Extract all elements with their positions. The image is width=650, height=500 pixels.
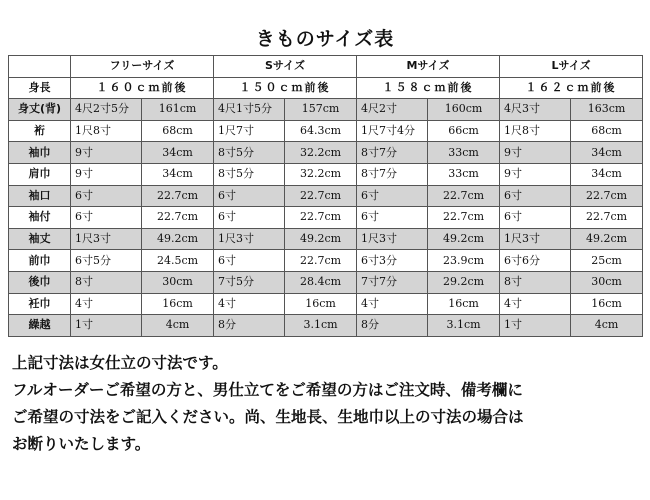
height-l: １６２ｃｍ前後 xyxy=(500,77,643,99)
cm-value-cell: 22.7cm xyxy=(285,250,357,272)
cm-value-cell: 163cm xyxy=(571,99,643,121)
corner-cell xyxy=(9,56,71,78)
row-label: 袖丈 xyxy=(9,228,71,250)
shaku-value-cell: 1寸 xyxy=(71,315,142,337)
shaku-value-cell: 4寸 xyxy=(357,293,428,315)
cm-value-cell: 22.7cm xyxy=(571,207,643,229)
row-label: 後巾 xyxy=(9,271,71,293)
row-label: 袖巾 xyxy=(9,142,71,164)
cm-value-cell: 32.2cm xyxy=(285,142,357,164)
row-label: 肩巾 xyxy=(9,163,71,185)
row-label: 繰越 xyxy=(9,315,71,337)
size-table xyxy=(8,55,643,337)
page-title: きものサイズ表 xyxy=(255,28,395,50)
shaku-value-cell: 6寸3分 xyxy=(357,250,428,272)
cm-value-cell: 23.9cm xyxy=(428,250,500,272)
cm-value-cell: 33cm xyxy=(428,163,500,185)
shaku-value-cell: 9寸 xyxy=(71,163,142,185)
cm-value-cell: 34cm xyxy=(142,163,214,185)
shaku-value-cell: 1尺3寸 xyxy=(500,228,571,250)
cm-value-cell: 49.2cm xyxy=(142,228,214,250)
shaku-value-cell: 1尺3寸 xyxy=(71,228,142,250)
shaku-value-cell: 4寸 xyxy=(500,293,571,315)
header-row xyxy=(9,56,643,78)
cm-value-cell: 30cm xyxy=(571,271,643,293)
cm-value-cell: 157cm xyxy=(285,99,357,121)
cm-value-cell: 49.2cm xyxy=(285,228,357,250)
row-label: 前巾 xyxy=(9,250,71,272)
shaku-value-cell: 1尺3寸 xyxy=(357,228,428,250)
cm-value-cell: 16cm xyxy=(285,293,357,315)
shaku-value-cell: 6寸5分 xyxy=(71,250,142,272)
shaku-value-cell: 6寸 xyxy=(214,207,285,229)
size-header-free: フリーサイズ xyxy=(71,56,214,78)
cm-value-cell: 22.7cm xyxy=(285,185,357,207)
table-row xyxy=(9,207,643,229)
cm-value-cell: 4cm xyxy=(142,315,214,337)
shaku-value-cell: 8分 xyxy=(214,315,285,337)
cm-value-cell: 34cm xyxy=(571,163,643,185)
height-s: １５０ｃｍ前後 xyxy=(214,77,357,99)
shaku-value-cell: 8寸7分 xyxy=(357,142,428,164)
table-row xyxy=(9,228,643,250)
row-label: 身丈(背) xyxy=(9,99,71,121)
cm-value-cell: 29.2cm xyxy=(428,271,500,293)
cm-value-cell: 66cm xyxy=(428,120,500,142)
cm-value-cell: 3.1cm xyxy=(428,315,500,337)
cm-value-cell: 160cm xyxy=(428,99,500,121)
cm-value-cell: 64.3cm xyxy=(285,120,357,142)
shaku-value-cell: 6寸6分 xyxy=(500,250,571,272)
shaku-value-cell: 1尺7寸 xyxy=(214,120,285,142)
cm-value-cell: 68cm xyxy=(142,120,214,142)
cm-value-cell: 22.7cm xyxy=(142,185,214,207)
table-row xyxy=(9,120,643,142)
row-label: 袖付 xyxy=(9,207,71,229)
table-row xyxy=(9,99,643,121)
size-header-l: Lサイズ xyxy=(500,56,643,78)
shaku-value-cell: 6寸 xyxy=(500,185,571,207)
cm-value-cell: 25cm xyxy=(571,250,643,272)
note-line: ご希望の寸法をご記入ください。尚、生地長、生地巾以上の寸法の場合は xyxy=(12,408,524,426)
cm-value-cell: 22.7cm xyxy=(285,207,357,229)
shaku-value-cell: 8分 xyxy=(357,315,428,337)
cm-value-cell: 22.7cm xyxy=(428,185,500,207)
shaku-value-cell: 9寸 xyxy=(500,142,571,164)
cm-value-cell: 34cm xyxy=(571,142,643,164)
shaku-value-cell: 9寸 xyxy=(500,163,571,185)
cm-value-cell: 22.7cm xyxy=(428,207,500,229)
shaku-value-cell: 4尺2寸 xyxy=(357,99,428,121)
cm-value-cell: 24.5cm xyxy=(142,250,214,272)
cm-value-cell: 49.2cm xyxy=(571,228,643,250)
note-line: 上記寸法は女仕立の寸法です。 xyxy=(12,354,228,372)
row-label: 袖口 xyxy=(9,185,71,207)
shaku-value-cell: 1尺7寸4分 xyxy=(357,120,428,142)
shaku-value-cell: 8寸 xyxy=(500,271,571,293)
size-header-s: Sサイズ xyxy=(214,56,357,78)
height-free: １６０ｃｍ前後 xyxy=(71,77,214,99)
shaku-value-cell: 4寸 xyxy=(71,293,142,315)
cm-value-cell: 22.7cm xyxy=(571,185,643,207)
note-line: フルオーダーご希望の方と、男仕立てをご希望の方はご注文時、備考欄に xyxy=(12,381,523,399)
shaku-value-cell: 8寸5分 xyxy=(214,142,285,164)
cm-value-cell: 22.7cm xyxy=(142,207,214,229)
table-row xyxy=(9,271,643,293)
cm-value-cell: 3.1cm xyxy=(285,315,357,337)
cm-value-cell: 33cm xyxy=(428,142,500,164)
shaku-value-cell: 9寸 xyxy=(71,142,142,164)
cm-value-cell: 4cm xyxy=(571,315,643,337)
shaku-value-cell: 1尺8寸 xyxy=(500,120,571,142)
note-line: お断りいたします。 xyxy=(12,435,151,453)
shaku-value-cell: 8寸5分 xyxy=(214,163,285,185)
table-row xyxy=(9,250,643,272)
row-label: 身長 xyxy=(9,77,71,99)
shaku-value-cell: 6寸 xyxy=(357,185,428,207)
shaku-value-cell: 4尺1寸5分 xyxy=(214,99,285,121)
cm-value-cell: 28.4cm xyxy=(285,271,357,293)
size-header-m: Mサイズ xyxy=(357,56,500,78)
shaku-value-cell: 6寸 xyxy=(71,185,142,207)
table-row xyxy=(9,293,643,315)
cm-value-cell: 30cm xyxy=(142,271,214,293)
cm-value-cell: 16cm xyxy=(142,293,214,315)
table-row xyxy=(9,163,643,185)
shaku-value-cell: 4寸 xyxy=(214,293,285,315)
shaku-value-cell: 8寸7分 xyxy=(357,163,428,185)
shaku-value-cell: 1尺3寸 xyxy=(214,228,285,250)
height-m: １５８ｃｍ前後 xyxy=(357,77,500,99)
cm-value-cell: 16cm xyxy=(428,293,500,315)
cm-value-cell: 32.2cm xyxy=(285,163,357,185)
table-row xyxy=(9,185,643,207)
shaku-value-cell: 6寸 xyxy=(500,207,571,229)
shaku-value-cell: 7寸5分 xyxy=(214,271,285,293)
shaku-value-cell: 6寸 xyxy=(71,207,142,229)
shaku-value-cell: 4尺2寸5分 xyxy=(71,99,142,121)
table-row xyxy=(9,142,643,164)
row-label: 裄 xyxy=(9,120,71,142)
cm-value-cell: 34cm xyxy=(142,142,214,164)
shaku-value-cell: 8寸 xyxy=(71,271,142,293)
table-row xyxy=(9,315,643,337)
notes xyxy=(12,350,642,458)
cm-value-cell: 68cm xyxy=(571,120,643,142)
cm-value-cell: 16cm xyxy=(571,293,643,315)
cm-value-cell: 49.2cm xyxy=(428,228,500,250)
shaku-value-cell: 6寸 xyxy=(357,207,428,229)
cm-value-cell: 161cm xyxy=(142,99,214,121)
shaku-value-cell: 4尺3寸 xyxy=(500,99,571,121)
shaku-value-cell: 6寸 xyxy=(214,185,285,207)
height-row xyxy=(9,77,643,99)
shaku-value-cell: 6寸 xyxy=(214,250,285,272)
shaku-value-cell: 1尺8寸 xyxy=(71,120,142,142)
row-label: 衽巾 xyxy=(9,293,71,315)
shaku-value-cell: 7寸7分 xyxy=(357,271,428,293)
shaku-value-cell: 1寸 xyxy=(500,315,571,337)
